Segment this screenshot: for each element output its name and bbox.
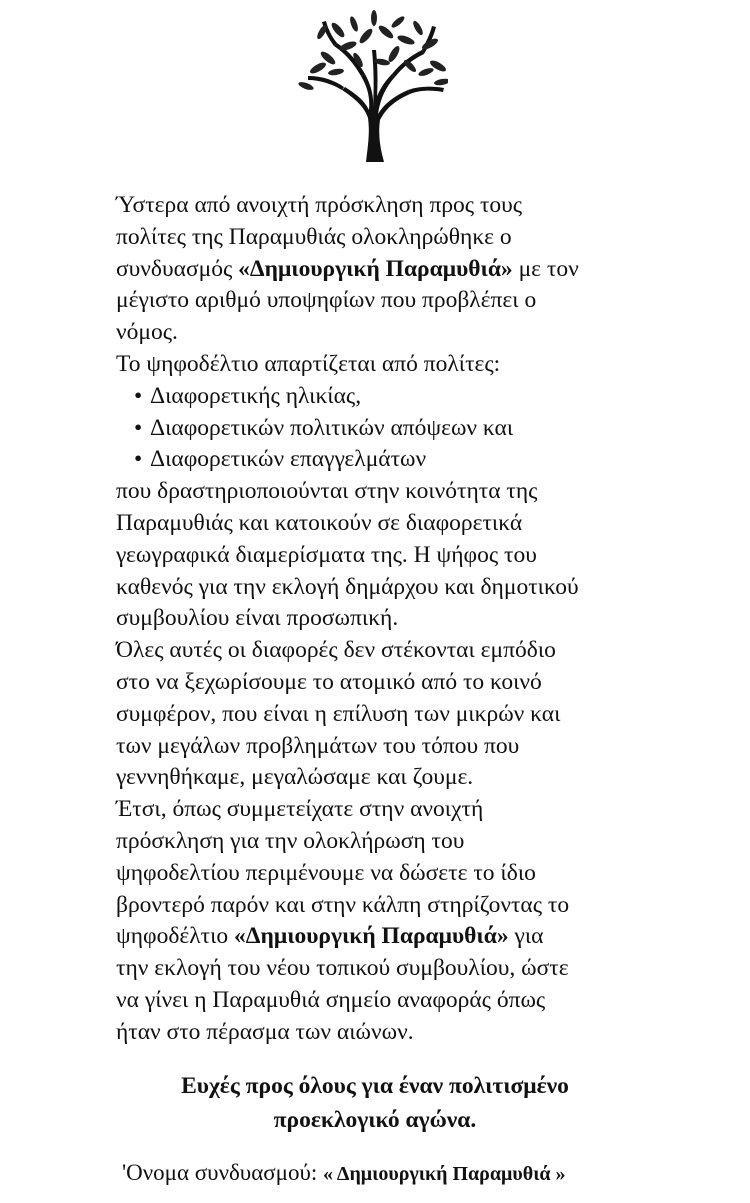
- intro-line: νόμος.: [116, 319, 178, 346]
- appeal-line: την εκλογή του νέου τοπικού συμβουλίου, ώστε: [116, 955, 569, 982]
- composition-lead: Το ψηφοδέλτιο απαρτίζεται από πολίτες:: [116, 350, 501, 377]
- intro-line: συνδυασμός «Δημιουργική Παραμυθιά» με τον: [116, 255, 579, 282]
- coalition-name: «Δημιουργική Παραμυθιά»: [234, 923, 509, 950]
- intro-line: Ύστερα από ανοιχτή πρόσκληση προς τους: [116, 192, 523, 218]
- list-item: • Διαφορετικής ηλικίας,: [116, 381, 676, 413]
- residence-line: συμβουλίου είναι προσωπική.: [116, 605, 399, 632]
- intro-line: μέγιστο αριθμό υποψηφίων που προβλέπει ο: [116, 287, 537, 314]
- appeal-line: ψηφοδέλτιο «Δημιουργική Παραμυθιά» για: [116, 923, 544, 950]
- footer-coalition-name: « Δημιουργική Παραμυθιά »: [323, 1163, 566, 1185]
- appeal-line: ψηφοδελτίου περιμένουμε να δώσετε το ίδιο: [116, 859, 536, 886]
- letter-body: [116, 190, 676, 1049]
- list-item: • Διαφορετικών πολιτικών απόψεων και: [116, 413, 676, 445]
- appeal-line: βροντερό παρόν και στην κάλπη στηρίζοντας το: [116, 891, 570, 918]
- residence-line: που δραστηριοποιούνται στην κοινότητα της: [116, 478, 538, 505]
- appeal-line: πρόσκληση για την ολοκλήρωση του: [116, 827, 465, 854]
- residence-line: καθενός για την εκλογή δημάρχου και δημοτικού: [116, 573, 579, 600]
- differences-line: στο να ξεχωρίσουμε το ατομικό από το κοινό: [116, 668, 542, 695]
- closing-wishes: [0, 1069, 750, 1137]
- wishes-line: Ευχές προς όλους για έναν πολιτισμένο: [181, 1073, 569, 1099]
- differences-line: συμφέρον, που είναι η επίλυση των μικρών και: [116, 700, 561, 727]
- differences-line: γεννηθήκαμε, μεγαλώσαμε και ζουμε.: [116, 764, 474, 791]
- appeal-line: Έτσι, όπως συμμετείχατε στην ανοιχτή: [116, 796, 484, 823]
- list-item: • Διαφορετικών επαγγελμάτων: [116, 444, 676, 476]
- appeal-line: να γίνει η Παραμυθιά σημείο αναφοράς όπως: [116, 986, 546, 1013]
- coalition-name: «Δημιουργική Παραμυθιά»: [238, 255, 513, 282]
- differences-line: των μεγάλων προβλημάτων του τόπου που: [116, 732, 520, 759]
- residence-line: Παραμυθιάς και κατοικούν σε διαφορετικά: [116, 509, 523, 536]
- appeal-line: ήταν στο πέρασμα των αιώνων.: [116, 1018, 414, 1045]
- intro-line: πολίτες της Παραμυθιάς ολοκληρώθηκε ο: [116, 223, 512, 250]
- wishes-line: προεκλογικό αγώνα.: [273, 1107, 477, 1133]
- coalition-footer: [122, 1160, 566, 1186]
- composition-list: [116, 381, 676, 476]
- footer-label: 'Ονομα συνδυασμού:: [122, 1160, 324, 1185]
- olive-tree-icon: [298, 10, 448, 162]
- differences-line: Όλες αυτές οι διαφορές δεν στέκονται εμπόδιο: [116, 637, 556, 664]
- residence-line: γεωγραφικά διαμερίσματα της. Η ψήφος του: [116, 541, 537, 568]
